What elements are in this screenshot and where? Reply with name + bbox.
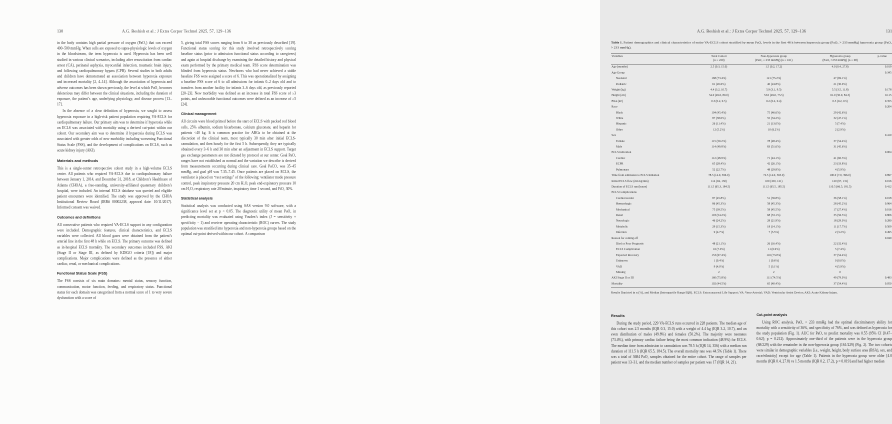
row-label: VAD <box>616 265 623 269</box>
row-cell: 87 (38.0%) <box>712 117 726 121</box>
col-header-hyperoxia <box>808 53 872 64</box>
row-pvalue: 0.355 <box>884 99 892 103</box>
paragraph: During the study period, 229 VA-ECLS runs occurred in 228 patients. The median age of this cohort was 2.5 months (IQR 0.3, 15.0) with a weight of 4.4 kg (IQR 3.2, 10.7), and an even distribution of males (49.8%) and females (50.2%). The majority were neonates (73.4%), with primary cardiac failure being the most common indication (48.9%) for ECLS. The median time from admission to cannulation was 78.5 h (IQR 14, 356) with a median run duration of 111.5 h (IQR 65.5, 184.5). The overall mortality rate was 44.5% (Table 1). There was a total of 3684 PaO₂ samples obtained for the entire cohort. The range of samples per patient was 13–31, and the median number of samples per patient was 17 (IQR 14, 21). <box>611 321 747 365</box>
column-left <box>57 41 172 303</box>
row-cell: 9 (4.0%) <box>713 265 725 269</box>
row-label: BSA (m²) <box>611 99 623 103</box>
row-cell: 109 (100, 121) <box>765 179 783 183</box>
paragraph: The FSS consists of six main domains: mental status, sensory function, communication, motor function, feeding, and respiratory status. Functional status for each domain was categorized from a normal score of 1 to very severe dysfunction with a score of <box>57 279 172 300</box>
row-cell: 23 (33.8%) <box>833 162 847 166</box>
row-cell: 4.0 (0.4, 27.8) <box>831 65 849 69</box>
row-label: Cardiac <box>616 156 626 160</box>
row-pvalue: 0.050 <box>884 282 892 286</box>
row-label: Initial ECLS flow (mL/kg/min) <box>611 179 649 183</box>
row-cell: 12 (5.2%) <box>712 128 725 132</box>
row-cell: 78.5 (14.0, 396.0) <box>708 174 730 178</box>
table-caption-label: Table 1. <box>611 41 623 45</box>
row-cell: 4 (5.9%) <box>834 168 846 172</box>
row-cell: 75 (39.5%) <box>712 208 726 212</box>
row-cell: 121 (75.2%) <box>766 77 782 81</box>
subsection-heading-definitions: Outcomes and definitions <box>57 215 101 220</box>
row-cell: 46 (24.2%) <box>712 219 726 223</box>
row-label: Male <box>616 145 623 149</box>
row-cell: 11 (6.9%) <box>767 248 780 252</box>
section-heading-results: Results <box>611 313 625 318</box>
running-title: A.G. Beshish et al.: J Extra Corpor Technol 2025, 57, 129–136 <box>696 29 807 34</box>
header-line: Hyperoxia group <box>829 55 851 59</box>
row-cell: 5 (7.4%) <box>834 248 846 252</box>
col-header-nonhyperoxia <box>740 53 808 64</box>
row-cell: 114 (94, 130) <box>710 179 727 183</box>
row-cell: 28 (21.9%) <box>767 219 781 223</box>
row-cell: 18 (14.1%) <box>767 225 781 229</box>
header-line: (PaO₂ ≤ 233 mmHg) (n = 161) <box>755 58 793 62</box>
row-cell: 153 (67.4%) <box>711 253 727 257</box>
row-cell: 17 (27.4%) <box>833 208 847 212</box>
row-label: Sex <box>611 134 616 138</box>
row-cell: 4.4 (3.2, 10.7) <box>710 88 728 92</box>
row-cell: 5.5 (3.5, 11.8) <box>831 88 849 92</box>
row-cell: 18 (29.0%) <box>833 219 847 223</box>
header-line: Total Cohort <box>711 55 727 59</box>
row-cell: 37 (54.4%) <box>833 253 847 257</box>
page-131 <box>300 0 892 424</box>
row-cell: 4 (5.9%) <box>834 265 846 269</box>
row-cell: 83 (51.6%) <box>767 145 781 149</box>
row-label: Missing <box>616 271 626 274</box>
row-cell: 51 (39.8%) <box>767 196 781 200</box>
row-cell: 11 (17.7%) <box>833 225 847 229</box>
row-label: Duration of ECLS run (hours) <box>611 185 648 189</box>
row-label: White <box>616 117 624 121</box>
row-pvalue: 0.897 <box>884 174 892 178</box>
row-cell: 29 (42.6%) <box>833 111 847 115</box>
row-cell: 2.5 (0.3, 15.0) <box>710 65 728 69</box>
row-cell: 111 (74.5%) <box>766 276 782 280</box>
row-label: Height (cm) <box>611 94 626 98</box>
row-label: ECPR <box>616 162 624 166</box>
table-1 <box>611 53 892 288</box>
row-pvalue: 0.016 <box>884 208 892 212</box>
row-pvalue: 0.964 <box>884 202 892 206</box>
row-cell: 112 (48.9%) <box>711 156 727 160</box>
paragraph: In the absence of a clear definition of hyperoxia, we sought to assess hyperoxia exposure in a high-risk patient population requiring VA-ECLS for cardiopulmonary failure. Our primary aim was to determine if hyperoxia while on ECLS was associated with mortality using a derived cut-point within our cohort. Our secondary aim was to determine if hyperoxia during ECLS was associated with greater odds of new morbidity including worsening Functional Status Scale (FSS), and the development of complications on ECLS, such as acute kidney injury (AKI). <box>57 109 172 153</box>
row-cell: 55 (34.2%) <box>767 117 781 121</box>
page-130 <box>0 0 300 424</box>
row-pvalue: 0.483 <box>884 276 892 280</box>
row-cell: 1.5 (0.2, 17.2) <box>765 65 783 69</box>
row-pvalue: 0.806 <box>884 213 892 217</box>
row-label: Pulmonary <box>616 168 629 172</box>
row-cell: 160 (75.8%) <box>711 276 727 280</box>
row-label: Hemorrhagic <box>616 202 632 206</box>
running-header <box>611 29 892 34</box>
page-131-content <box>611 29 892 367</box>
header-line: (PaO₂ >233 mmHg) (n = 68) <box>822 58 858 62</box>
row-label: Other <box>616 128 623 132</box>
subsection-heading-fss: Functional Status Scale (FSS) <box>57 271 108 276</box>
col-header-pvalue <box>872 53 892 64</box>
row-label: Renal <box>616 213 623 217</box>
row-cell: 86 (45.3%) <box>712 202 726 206</box>
row-cell: 1 (0.6%) <box>768 259 779 263</box>
row-label: Hispanic <box>616 122 627 126</box>
row-cell: 75 (46.6%) <box>767 111 781 115</box>
row-cell: 5 (3.1%) <box>768 265 779 269</box>
row-cell: 7 (5.5%) <box>768 231 779 235</box>
paragraph: This is a single-center retrospective cohort study in a high-volume ECLS center. All patients who required VA-ECLS due to cardiopulmonary failure between January 1, 2014, and December 31, 2018, at Children’s Healthcare of Atlanta (CHOA), a free-standing, university-affiliated quaternary children’s hospital, were included. An internal ECLS database was queried and eligible patient encounters were identified. The study was approved by the CHOA Institutional Review Board (IRB# 00002238, approval date: 10/11/2017). Informed consent was waived. <box>57 166 172 210</box>
header-line: (n = 229) <box>713 58 725 62</box>
row-cell: 114 (49.8%) <box>711 145 727 149</box>
row-cell: 110.5 (66.5, 181.5) <box>828 185 852 189</box>
row-cell: 71 (44.1%) <box>767 156 781 160</box>
row-cell: 42 (26.1%) <box>767 162 781 166</box>
row-cell: 58 (45.3%) <box>767 202 781 206</box>
row-cell: 65 (28.4%) <box>712 162 726 166</box>
table-caption <box>611 41 892 51</box>
row-cell: 29 (15.3%) <box>712 225 726 229</box>
row-label: Cardiovascular <box>616 196 634 200</box>
column-right <box>757 308 892 366</box>
row-cell: 26 (11.4%) <box>712 122 726 126</box>
row-label: Metabolic <box>616 225 628 229</box>
row-label: ECLS Complication <box>616 248 640 252</box>
row-cell: 31 (45.6%) <box>833 145 847 149</box>
row-cell: 2 (2.9%) <box>834 128 846 132</box>
subsection-heading-stats: Statistical analysis <box>181 196 213 201</box>
row-cell: 61.0 (50.0, 84.3) <box>830 94 850 98</box>
table-footnote: Results Depicted in n (%), and Median (Interquartile Range/IQR). ECLS: Extracorporeal Life Support; VA: Veno-Arterial; VAD: Ventricular Assist Device; AKI: Acute Kidney Injury. <box>611 291 838 295</box>
row-cell: 87 (45.8%) <box>712 196 726 200</box>
row-cell: 28 (45.2%) <box>833 202 847 206</box>
row-label: Infection <box>616 231 627 235</box>
row-cell: 48 (29.8%) <box>767 168 781 172</box>
row-cell: 16 (7.0%) <box>712 248 725 252</box>
row-label: Age Group <box>611 71 625 75</box>
row-pvalue: 0.018 <box>884 196 892 200</box>
row-cell: 168 (73.4%) <box>711 77 727 81</box>
row-cell: 2 (3.2%) <box>834 231 846 235</box>
row-cell: 54.0 (49.0, 80.0) <box>709 94 729 98</box>
table-header <box>611 53 892 64</box>
row-cell: 35 (56.5%) <box>833 213 847 217</box>
row-pvalue: 0.412 <box>884 185 892 189</box>
row-label: Mechanical <box>616 208 630 212</box>
row-label: ECLS indication <box>611 151 632 155</box>
row-cell: 116 (73.0%) <box>766 253 782 257</box>
row-cell: 115 (50.2%) <box>711 139 727 143</box>
row-label: AKI Stage II or III <box>611 276 634 280</box>
col-header-total <box>698 53 740 64</box>
row-cell: 58 (45.5%) <box>767 208 781 212</box>
table-header-row <box>611 53 892 64</box>
row-pvalue: 0.178 <box>884 88 892 92</box>
row-pvalue: 0.049 <box>884 236 892 240</box>
column-left <box>611 308 747 366</box>
row-label: Neurologic <box>616 219 630 223</box>
row-label: Black <box>616 111 623 115</box>
row-cell: 36 (58.1%) <box>833 196 847 200</box>
row-label: Neonatal <box>616 77 627 81</box>
row-pvalue: 0.004 <box>884 151 892 155</box>
row-cell: 41 (60.3%) <box>833 156 847 160</box>
row-cell: 22 (32.4%) <box>833 242 847 246</box>
row-label: Unknown <box>616 259 628 263</box>
row-label: Reason for coming off <box>611 236 639 240</box>
paragraph: Statistical analysis was conducted using SAS version 9.0 software, with a significance level set at p < 0.05. The diagnostic utility of mean PaO₂ in predicting mortality was evaluated using Youden’s index (J = sensitivity + specificity − 1) and receiver operating characteristic (ROC) curves. The study population was stratified into hyperoxia and non-hyperoxia groups based on the optimal cut-point derived within our cohort. A comparison <box>181 204 296 237</box>
row-cell: 5 (7.4%) <box>834 122 846 126</box>
row-cell: 40 (24.8%) <box>767 82 781 86</box>
row-pvalue: 0.016 <box>884 179 892 183</box>
two-column-body <box>57 41 296 303</box>
table-body <box>611 64 892 287</box>
row-cell: 100.0 (7.0, 396.0) <box>829 174 851 178</box>
running-title: A.G. Beshish et al.: J Extra Corpor Technol 2025, 57, 129–136 <box>121 29 232 34</box>
row-label: Pediatric <box>616 82 627 86</box>
row-cell: 102 (44.5%) <box>711 282 727 286</box>
row-cell: 9 (4.7%) <box>713 231 725 235</box>
row-label: Race <box>611 105 618 109</box>
running-header <box>57 29 296 34</box>
paragraph: Using ROC analysis, PaO₂ > 233 mmHg had the optimal discriminatory ability for mortality with a sensitivity of 36%, and specificity of 76%, and was defined as hyperoxia for the study population (Fig. 1). AUC for PaO₂ to predict mortality was 0.55 (95% CI [0.47–0.62]; p = 0.212). Approximately one-third of the patients were in the hyperoxia group (68/229) with the remainder in the non-hyperoxia group (161/229) (Fig. 2). The two cohorts were similar in demographic variables [i.e., weight, height, body surface area (BSA), sex, and race/ethnicity] except for age (Table 1). Patients in the hyperoxia group were older [4.0 months (IQR 0.4, 27.8) vs 1.5 months (IQR 0.2, 17.2), p = 0.019] and had higher median <box>756 320 892 364</box>
row-cell: 21 (30.9%) <box>833 82 847 86</box>
header-line: p-value <box>877 55 887 59</box>
row-cell: 2 <box>718 271 720 274</box>
paragraph: 5, giving total FSS scores ranging from 6 to 30 as previously described [19]. Functional status scoring for this study involved retrospectively scoring baseline status (prior to admission functional status according to caregivers) and again at hospital discharge by examining the detailed history and physical exam performed by the primary medical team. FSS score determination was blinded from hyperoxia status. Newborns who had never achieved a stable baseline FSS were assigned a score of 6. This was operationalized by assigning a baseline FSS score of 6 to all admissions for infants 0–2 days old and to transfers from another facility for infants 3–6 days old, as previously reported [20–23]. New morbidity was defined as an increase in total FSS score of ≥3 points, and unfavorable functional outcomes were defined as an increase of ≥5 [24]. <box>181 41 296 107</box>
subsection-heading-clinical: Clinical management <box>181 112 217 117</box>
row-cell: 10 (6.2%) <box>767 128 780 132</box>
table-caption-text: Patient demographics and clinical characteristics of entire VA-ECLS cohort stratified by mean PaO₂ levels in the first 48 h between hyperoxia group (PaO₂ > 233 mmHg) hyperoxia group (PaO₂ > 233 mmHg). <box>611 41 892 50</box>
row-label: Weight (kg) <box>611 88 626 92</box>
row-pvalue: 0.345 <box>884 71 892 75</box>
row-pvalue: 0.280 <box>884 219 892 223</box>
row-cell: 65 (40.4%) <box>767 282 781 286</box>
row-label: ECLS Complications <box>611 191 637 195</box>
row-cell: 103 (54.2%) <box>711 213 727 217</box>
row-pvalue: 0.115 <box>884 94 892 98</box>
row-cell: 2 <box>773 271 775 274</box>
paragraph: in the body contains high partial pressure of oxygen (PaO₂) that can exceed 400–500 mmHg. When cells are exposed to supra-physiologic levels of oxygen in the bloodstream, the term hyperoxia is used. Hyperoxia has been well studied in various clinical scenarios, including after resuscitation from cardiac arrest (CA), perinatal asphyxia, myocardial infarction, traumatic brain injury, and following cardiopulmonary bypass (CPB). Several studies in both adults and children have demonstrated an association between hyperoxia exposure and increased mortality [2, 4–14]. Although the association of hyperoxia and adverse outcomes has been shown previously, the level at which PaO₂ becomes deleterious may differ between the clinical situations, including the duration of exposure, the patient’s age, underlying physiology, and disease process [13–17]. <box>57 41 172 107</box>
row-cell: 0.3 (0.2, 0.5) <box>711 99 727 103</box>
row-pvalue: 0.495 <box>884 231 892 235</box>
row-cell: 68 (53.1%) <box>767 213 781 217</box>
header-line: Non-hyperoxia group <box>760 55 787 59</box>
row-cell: 32 (47.1%) <box>833 117 847 121</box>
table-row <box>611 281 892 287</box>
page-number: 131 <box>885 29 892 34</box>
row-label: Expected Recovery <box>616 253 639 257</box>
row-pvalue: 0.509 <box>884 225 892 229</box>
row-cell: 1 (0.4%) <box>713 259 725 263</box>
row-cell: 111.5 (65.5, 185.5) <box>762 185 785 189</box>
header-line: Variables <box>611 55 623 59</box>
row-pvalue: 0.410 <box>884 134 892 138</box>
row-pvalue: 0.204 <box>884 105 892 109</box>
row-cell: 52 (22.7%) <box>712 168 726 172</box>
row-cell: 78 (48.4%) <box>767 139 781 143</box>
row-cell: 21 (13.0%) <box>767 122 781 126</box>
page-130-content <box>57 29 296 302</box>
row-cell: 48 (21.1%) <box>712 242 726 246</box>
row-cell: 53.0 (49.0, 75.5) <box>763 94 784 98</box>
row-cell: 61 (26.6%) <box>712 82 726 86</box>
subsection-heading-cutpoint: Cut-point analysis <box>756 312 788 317</box>
row-cell: 5.9 (3.1, 9.5) <box>766 88 782 92</box>
row-cell: 0 (0.0%) <box>834 259 846 263</box>
row-cell: 26 (16.4%) <box>767 242 781 246</box>
row-label: Age (months) <box>611 65 628 69</box>
row-cell: 37 (54.4%) <box>833 282 847 286</box>
row-pvalue: 0.019 <box>884 65 892 69</box>
row-label: Time from admission to ECLS Initiation <box>611 174 660 178</box>
col-header-variables <box>611 53 698 64</box>
page-number: 130 <box>57 29 64 34</box>
row-cell: 0 <box>839 271 841 274</box>
row-cell: 111.5 (65.3, 184.5) <box>707 185 731 189</box>
row-label: Died or Poor Prognosis <box>616 242 644 246</box>
column-right <box>181 41 296 303</box>
row-cell: 104 (45.4%) <box>711 111 727 115</box>
paragraph: All circuits were blood primed before the start of ECLS with packed red blood cells, 25% albumin, sodium bicarbonate, calcium gluconate, and heparin for patients <40 kg. It is common practice for ABGs to be obtained at the discretion of the clinical team, most typically 30 min after initial ECLS-cannulation, and then hourly for the first 5 h. Subsequently, they are typically obtained every 3–6 h and 30 min after an adjustment in ECLS support. Target gas exchange parameters are not dictated by protocol at our center. Goal PaO₂ ranges have not established as normal and the variation we describe is derived from measurements occurring during clinical care. Goal PaCO₂ was 35–45 mmHg, and goal pH was 7.35–7.45. Once patients are placed on ECLS, the ventilator is placed on “rest settings” of the following: ventilator mode pressure control, peak inspiratory pressure 20 cm H₂O, peak end-expiratory pressure 10 cm H₂O, respiratory rate 20/minute, inspiratory time 1 second, and FiO₂ 30%. <box>181 119 296 191</box>
row-label: Mortality <box>611 282 623 286</box>
section-heading-methods: Materials and methods <box>57 158 99 164</box>
row-cell: 49 (79.0%) <box>833 276 847 280</box>
row-cell: 0.3 (0.2, 0.5) <box>832 99 848 103</box>
row-cell: 72.5 (14.0, 363.0) <box>763 174 785 178</box>
row-cell: 37 (54.4%) <box>833 139 847 143</box>
row-cell: 0.2 (0.2, 0.4) <box>766 99 782 103</box>
paragraph: All consecutive patients who required VA-ECLS support in any configuration were included. Demographic features, clinical characteristics, and ECLS variables were collected. All blood gases were obtained from the patient’s arterial line in the first 48 h while on ECLS. The primary outcome was defined as in-hospital ECLS mortality. The secondary outcomes included FSS, AKI (Stage II or Stage III, as defined by KDIGO criteria [18]) and major complications. Major complications were defined as the presence of either cardiac, renal, or mechanical complications. <box>57 222 172 267</box>
row-label: Female <box>616 139 625 143</box>
row-cell: 120 (97, 131) <box>832 179 849 183</box>
row-cell: 47 (69.1%) <box>833 77 847 81</box>
two-column-body <box>611 308 892 366</box>
